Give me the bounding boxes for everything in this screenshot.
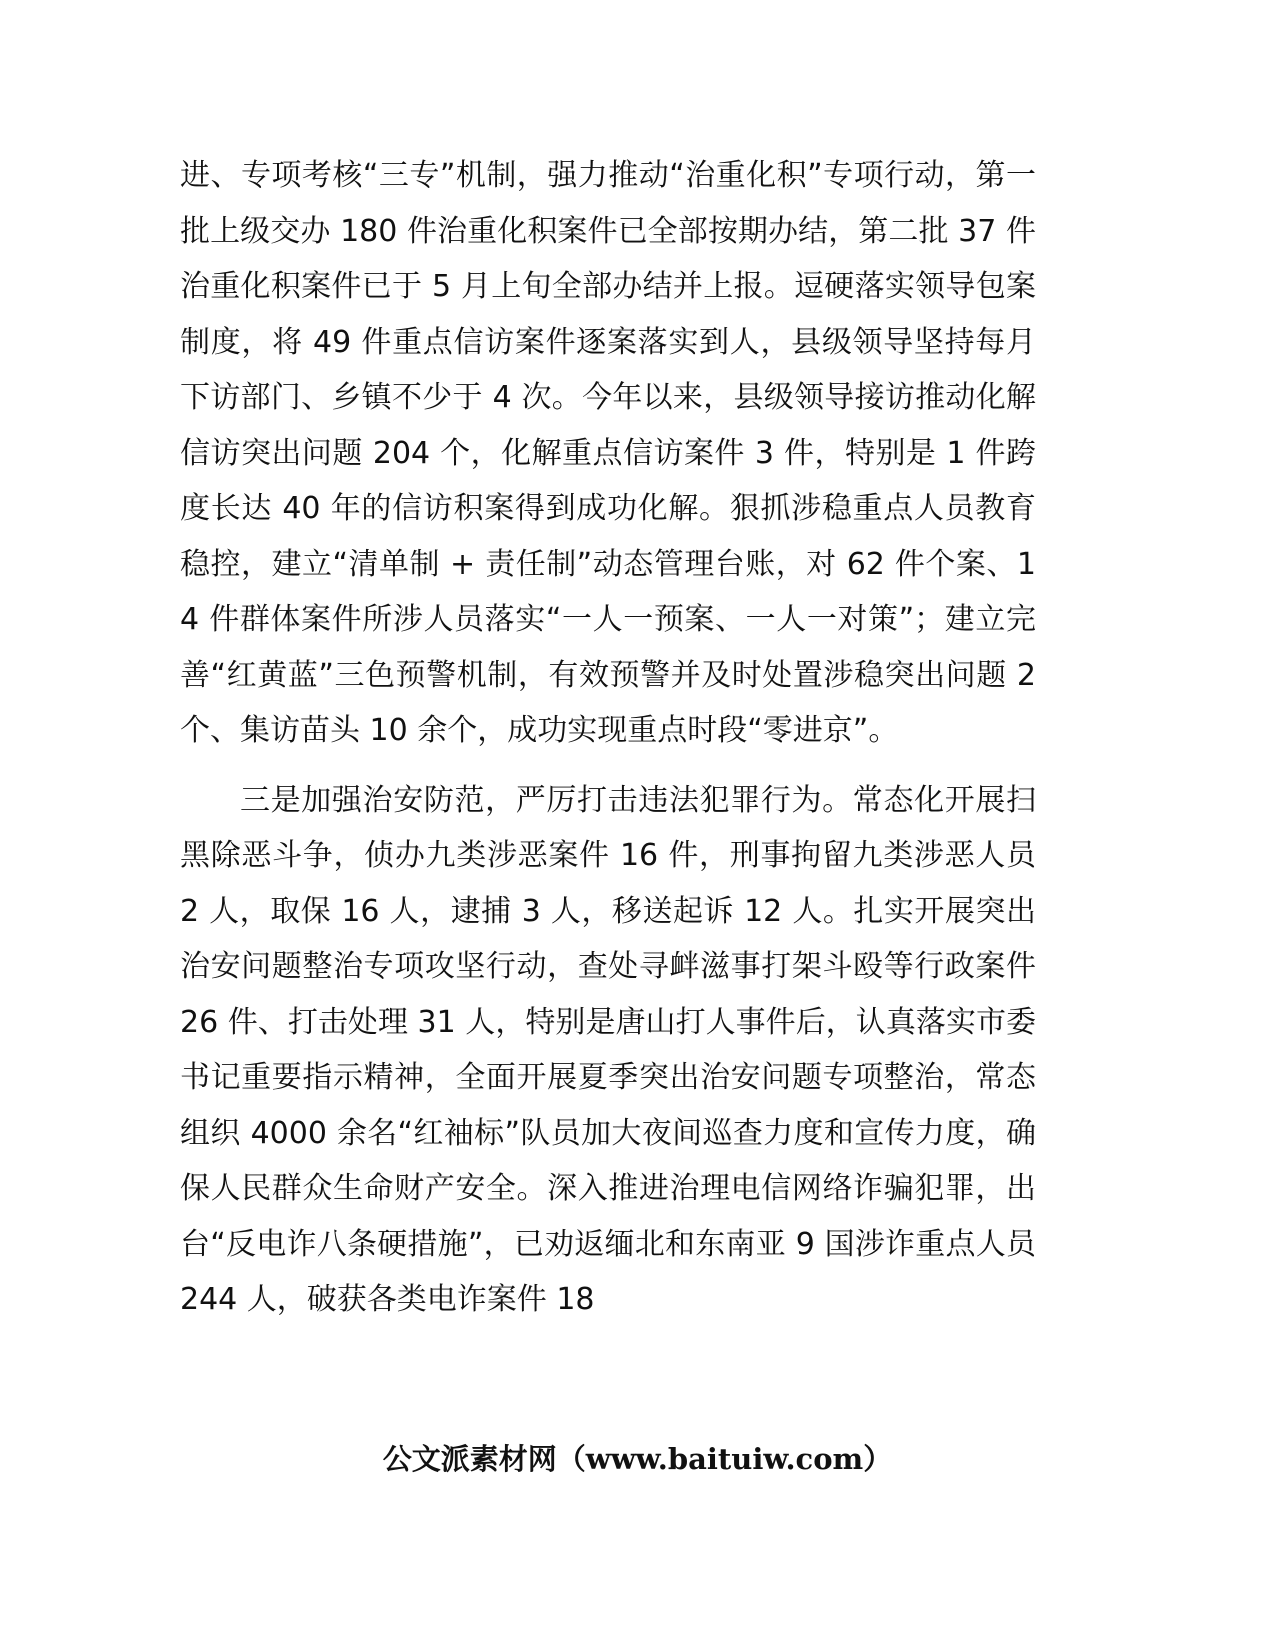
page-footer-watermark: 公文派素材网（www.baituiw.com） [382, 1442, 893, 1476]
document-body [180, 148, 1036, 1328]
body-paragraph: 三是加强治安防范，严厉打击违法犯罪行为。常态化开展扫黑除恶斗争，侦办九类涉恶案件 16 件，刑事拘留九类涉恶人员 2 人，取保 16 人，逮捕 3 人，移送起诉 12 人。扎实开展突出治安问题整治专项攻坚行动，查处寻衅滋事打架斗殴等行政案件 26 件、打击处理 31 人，特别是唐山打人事件后，认真落实市委书记重要指示精神，全面开展夏季突出治安问题专项整治，常态组织 4000 余名“红袖标”队员加大夜间巡查力度和宣传力度，确保人民群众生命财产安全。深入推进治理电信网络诈骗犯罪，出台“反电诈八条硬措施”，已劝返缅北和东南亚 9 国涉诈重点人员 244 人，破获各类电诈案件 18 [180, 782, 1036, 1317]
body-paragraph: 进、专项考核“三专”机制，强力推动“治重化积”专项行动，第一批上级交办 180 件治重化积案件已全部按期办结，第二批 37 件治重化积案件已于 5 月上旬全部办结并上报。逗硬落实领导包案制度，将 49 件重点信访案件逐案落实到人，县级领导坚持每月下访部门、乡镇不少于 4 次。今年以来，县级领导接访推动化解信访突出问题 204 个，化解重点信访案件 3 件，特别是 1 件跨度长达 40 年的信访积案得到成功化解。狠抓涉稳重点人员教育稳控，建立“清单制 + 责任制”动态管理台账，对 62 件个案、14 件群体案件所涉人员落实“一人一预案、一人一对策”；建立完善“红黄蓝”三色预警机制，有效预警并及时处置涉稳突出问题 2 个、集访苗头 10 余个，成功实现重点时段“零进京”。 [180, 158, 1036, 748]
